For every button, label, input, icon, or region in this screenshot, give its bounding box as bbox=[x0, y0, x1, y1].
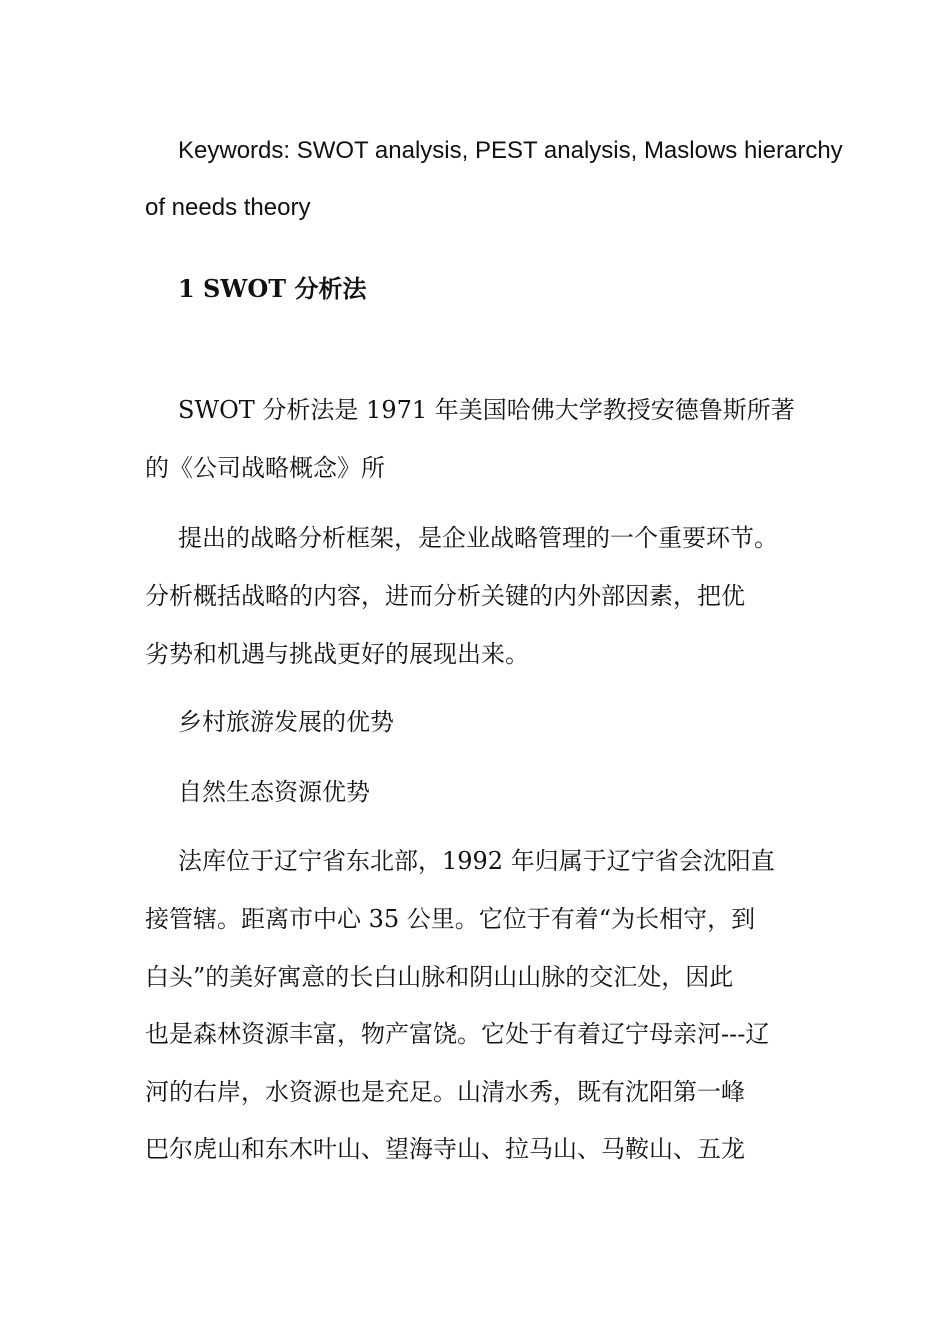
section-heading: 1 SWOT 分析法 bbox=[178, 274, 367, 303]
paragraph-line: 分析概括战略的内容，进而分析关键的内外部因素，把优 bbox=[145, 582, 745, 610]
paragraph-line: 法库位于辽宁省东北部，1992 年归属于辽宁省会沈阳直 bbox=[178, 847, 775, 875]
keywords-line-1: Keywords: SWOT analysis, PEST analysis, Maslows hierarchy bbox=[178, 137, 843, 164]
paragraph-line: 劣势和机遇与挑战更好的展现出来。 bbox=[145, 640, 529, 668]
paragraph-line: 巴尔虎山和东木叶山、望海寺山、拉马山、马鞍山、五龙 bbox=[145, 1135, 745, 1163]
keywords-line-2: of needs theory bbox=[145, 194, 311, 221]
subheading-natural-ecology: 自然生态资源优势 bbox=[178, 778, 370, 806]
paragraph-line: 提出的战略分析框架，是企业战略管理的一个重要环节。 bbox=[178, 524, 778, 552]
paragraph-line: 接管辖。距离市中心 35 公里。它位于有着“为长相守，到 bbox=[145, 905, 756, 933]
paragraph-line: 的《公司战略概念》所 bbox=[145, 454, 385, 482]
paragraph-line: 白头”的美好寓意的长白山脉和阴山山脉的交汇处，因此 bbox=[145, 963, 734, 991]
subheading-rural-tourism-advantages: 乡村旅游发展的优势 bbox=[178, 708, 394, 736]
paragraph-line: SWOT 分析法是 1971 年美国哈佛大学教授安德鲁斯所著 bbox=[178, 396, 795, 424]
paragraph-line: 河的右岸，水资源也是充足。山清水秀，既有沈阳第一峰 bbox=[145, 1078, 745, 1106]
paragraph-line: 也是森林资源丰富，物产富饶。它处于有着辽宁母亲河---辽 bbox=[145, 1020, 770, 1048]
